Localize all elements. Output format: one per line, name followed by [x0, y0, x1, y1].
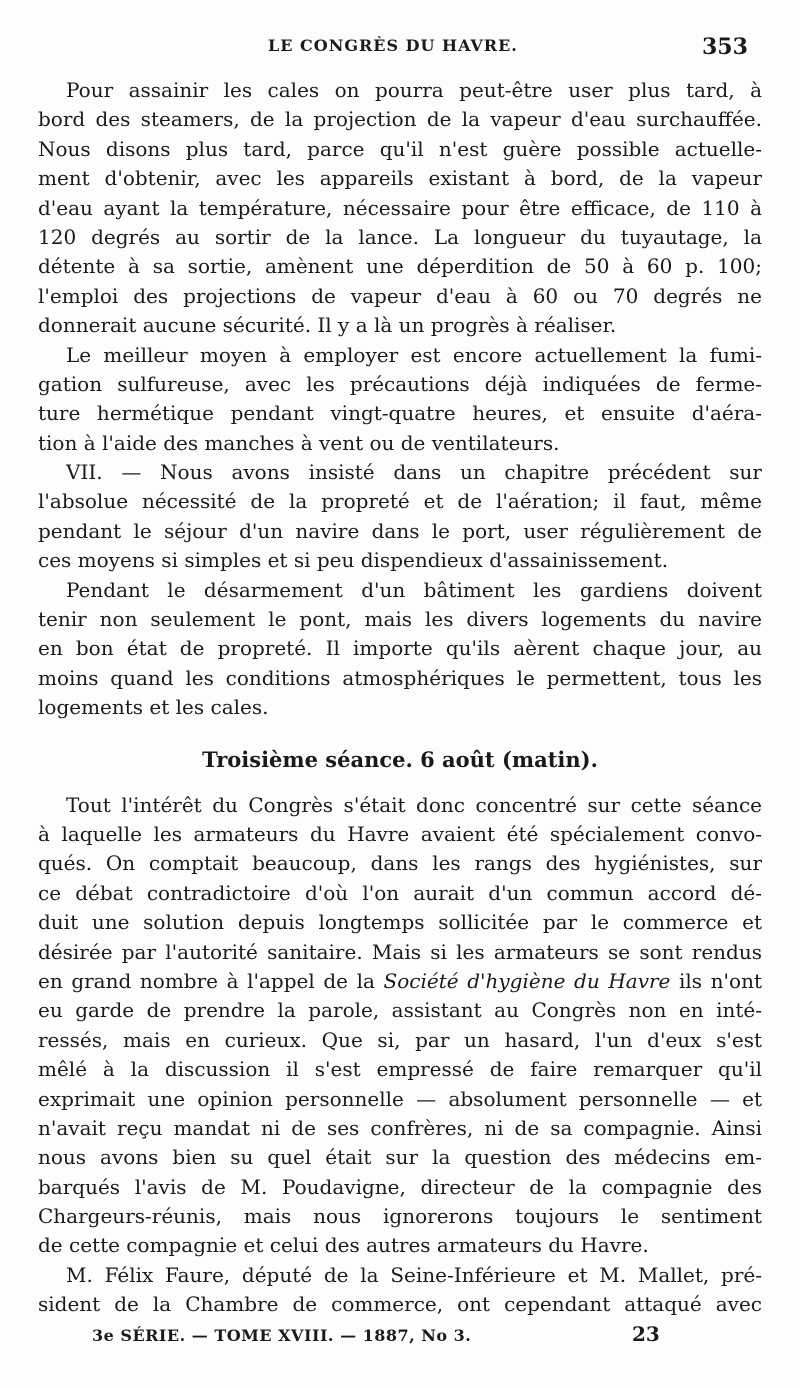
- text-line: nous avons bien su quel était sur la question des médecins em-: [38, 1145, 762, 1170]
- text-fragment: ils n'ont: [670, 968, 762, 993]
- text-line: Pendant le désarmement d'un bâtiment les gardiens doivent: [66, 577, 762, 602]
- text-line: d'eau ayant la température, nécessaire pour être efficace, de 110 à: [38, 195, 762, 220]
- text-line: Tout l'intérêt du Congrès s'était donc concentré sur cette séance: [66, 792, 762, 817]
- paragraph: [38, 341, 762, 459]
- text-line: tion à l'aide des manches à vent ou de ventilateurs.: [38, 430, 560, 455]
- paragraph: [38, 1261, 762, 1320]
- text-line: ture hermétique pendant vingt-quatre heures, et ensuite d'aéra-: [38, 401, 762, 426]
- running-head: [0, 36, 800, 64]
- text-line: pendant le séjour d'un navire dans le port, user régulièrement de: [38, 518, 762, 543]
- text-line: moins quand les conditions atmosphériques le permettent, tous les: [38, 665, 762, 690]
- text-line: bord des steamers, de la projection de la vapeur d'eau surchauffée.: [38, 107, 762, 132]
- series-info: 3e SÉRIE. — TOME XVIII. — 1887, No 3.: [92, 1326, 472, 1345]
- text-line: qués. On comptait beaucoup, dans les rangs des hygiénistes, sur: [38, 851, 762, 876]
- text-line: 120 degrés au sortir de la lance. La longueur du tuyautage, la: [38, 224, 762, 249]
- text-line: tenir non seulement le pont, mais les divers logements du navire: [38, 607, 762, 632]
- text-line: mêlé à la discussion il s'est empressé de faire remarquer qu'il: [38, 1057, 762, 1082]
- text-line: ment d'obtenir, avec les appareils existant à bord, de la vapeur: [38, 166, 762, 191]
- page-footer: [0, 1322, 800, 1352]
- text-line: ce débat contradictoire d'où l'on aurait d'un commun accord dé-: [38, 880, 762, 905]
- text-line: détente à sa sortie, amènent une déperdition de 50 à 60 p. 100;: [38, 254, 762, 279]
- text-line-with-italic: [38, 967, 762, 996]
- paragraph: [38, 576, 762, 723]
- text-line: ces moyens si simples et si peu dispendieux d'assainissement.: [38, 548, 669, 573]
- body-text: [38, 76, 762, 1320]
- sheet-number: 23: [632, 1322, 660, 1346]
- text-line: Chargeurs-réunis, mais nous ignorerons toujours le sentiment: [38, 1204, 762, 1229]
- text-line: n'avait reçu mandat ni de ses confrères, ni de sa compagnie. Ainsi: [38, 1115, 762, 1140]
- text-line: VII. — Nous avons insisté dans un chapitre précédent sur: [66, 460, 762, 485]
- text-line: l'emploi des projections de vapeur d'eau à 60 ou 70 degrés ne: [38, 283, 762, 308]
- text-line: Nous disons plus tard, parce qu'il n'est guère possible actuelle-: [38, 136, 762, 161]
- running-title: LE CONGRÈS DU HAVRE.: [268, 36, 518, 55]
- text-line: sident de la Chambre de commerce, ont cependant attaqué avec: [38, 1292, 762, 1317]
- text-line: eu garde de prendre la parole, assistant au Congrès non en inté-: [38, 998, 762, 1023]
- text-fragment: en grand nombre à l'appel de la: [38, 968, 384, 993]
- text-line: à laquelle les armateurs du Havre avaient été spécialement convo-: [38, 821, 762, 846]
- text-line: l'absolue nécessité de la propreté et de l'aération; il faut, même: [38, 489, 762, 514]
- paragraph: [38, 458, 762, 576]
- text-line: duit une solution depuis longtemps sollicitée par le commerce et: [38, 910, 762, 935]
- text-line: en bon état de propreté. Il importe qu'ils aèrent chaque jour, au: [38, 636, 762, 661]
- paragraph: [38, 791, 762, 1261]
- text-line: M. Félix Faure, député de la Seine-Inférieure et M. Mallet, pré-: [66, 1262, 762, 1287]
- text-line: Le meilleur moyen à employer est encore actuellement la fumi-: [66, 342, 762, 367]
- page-number: 353: [702, 34, 748, 60]
- italic-society-name: Société d'hygiène du Havre: [383, 968, 671, 993]
- text-line: Pour assainir les cales on pourra peut-être user plus tard, à: [66, 78, 762, 102]
- text-line: donnerait aucune sécurité. Il y a là un progrès à réaliser.: [38, 313, 617, 338]
- text-line: barqués l'avis de M. Poudavigne, directeur de la compagnie des: [38, 1174, 762, 1199]
- text-line: exprimait une opinion personnelle — absolument personnelle — et: [38, 1086, 762, 1111]
- text-line: logements et les cales.: [38, 695, 269, 720]
- text-line: ressés, mais en curieux. Que si, par un hasard, l'un d'eux s'est: [38, 1027, 762, 1052]
- paragraph: [38, 76, 762, 341]
- section-heading: Troisième séance. 6 août (matin).: [202, 746, 598, 772]
- text-line: de cette compagnie et celui des autres armateurs du Havre.: [38, 1233, 649, 1258]
- text-line: désirée par l'autorité sanitaire. Mais si les armateurs se sont rendus: [38, 939, 762, 964]
- text-line: gation sulfureuse, avec les précautions déjà indiquées de ferme-: [38, 371, 762, 396]
